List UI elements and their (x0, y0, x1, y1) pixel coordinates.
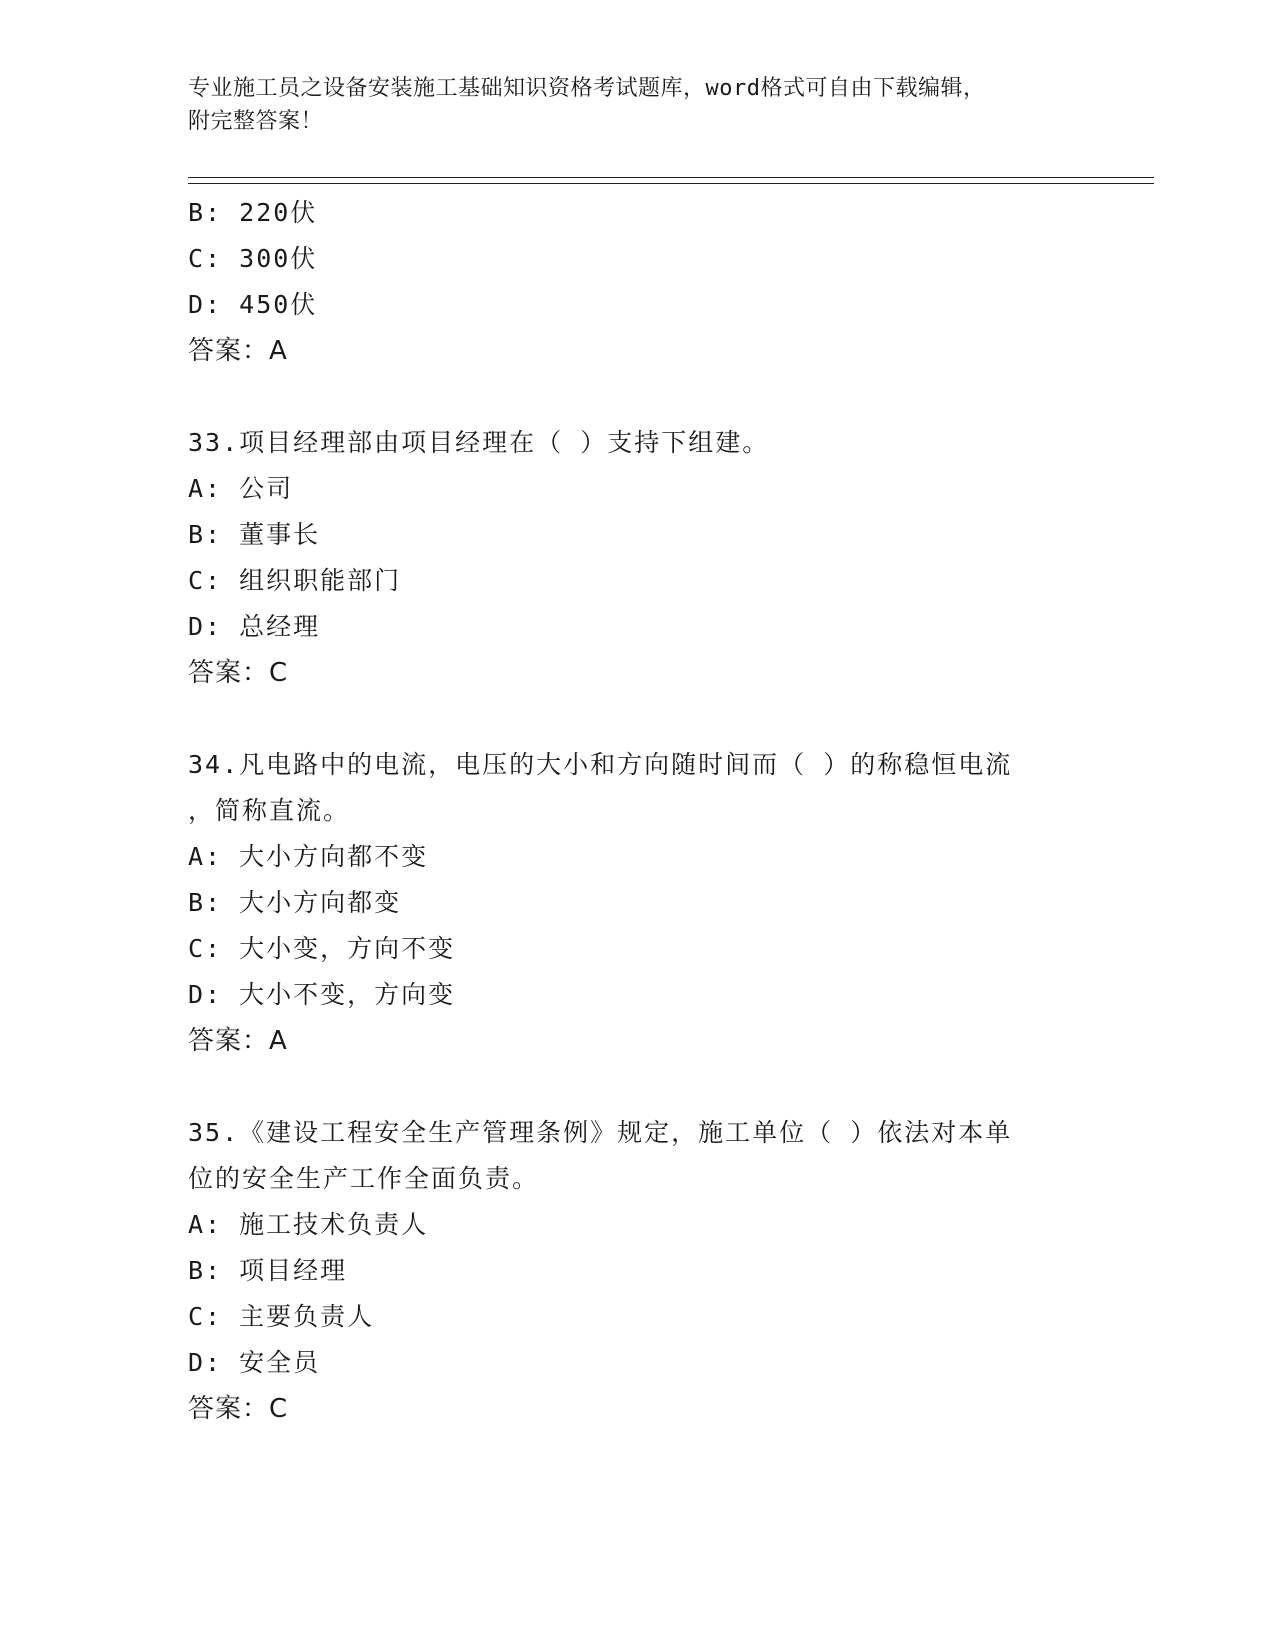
header-line-1: 专业施工员之设备安装施工基础知识资格考试题库，word格式可自由下载编辑， (188, 76, 986, 101)
header-line-2: 附完整答案！ (188, 109, 324, 134)
question-block-34 (188, 742, 1088, 1064)
option-b: B: 项目经理 (188, 1256, 348, 1285)
option-d: D: 450伏 (188, 290, 318, 319)
question-text: 35.《建设工程安全生产管理条例》规定，施工单位（ ）依法对本单 (188, 1118, 1013, 1147)
option-b: B: 220伏 (188, 198, 318, 227)
option-c: C: 大小变，方向不变 (188, 934, 456, 963)
option-c: C: 300伏 (188, 244, 318, 273)
spacer (188, 696, 1088, 742)
spacer (188, 1064, 1088, 1110)
question-text: 34.凡电路中的电流，电压的大小和方向随时间而（ ）的称稳恒电流 (188, 750, 1013, 779)
answer-line: 答案：C (188, 1394, 289, 1424)
prev-question-block (188, 190, 1088, 374)
header-divider-bottom (188, 183, 1154, 184)
answer-line: 答案：A (188, 336, 288, 366)
option-a: A: 大小方向都不变 (188, 842, 429, 871)
question-block-33 (188, 420, 1088, 696)
header-divider-top (188, 177, 1154, 178)
option-d: D: 总经理 (188, 612, 321, 641)
document-header (188, 72, 1068, 138)
question-content (188, 190, 1088, 1432)
option-c: C: 主要负责人 (188, 1302, 375, 1331)
option-a: A: 施工技术负责人 (188, 1210, 429, 1239)
question-text: 33.项目经理部由项目经理在（ ）支持下组建。 (188, 428, 770, 457)
question-block-35 (188, 1110, 1088, 1432)
option-a: A: 公司 (188, 474, 294, 503)
option-b: B: 董事长 (188, 520, 321, 549)
spacer (188, 374, 1088, 420)
question-text-continued: 位的安全生产工作全面负责。 (188, 1164, 540, 1193)
answer-line: 答案：C (188, 658, 289, 688)
option-c: C: 组织职能部门 (188, 566, 402, 595)
option-d: D: 安全员 (188, 1348, 321, 1377)
answer-line: 答案：A (188, 1026, 288, 1056)
option-d: D: 大小不变，方向变 (188, 980, 456, 1009)
option-b: B: 大小方向都变 (188, 888, 402, 917)
question-text-continued: ，简称直流。 (188, 796, 351, 825)
